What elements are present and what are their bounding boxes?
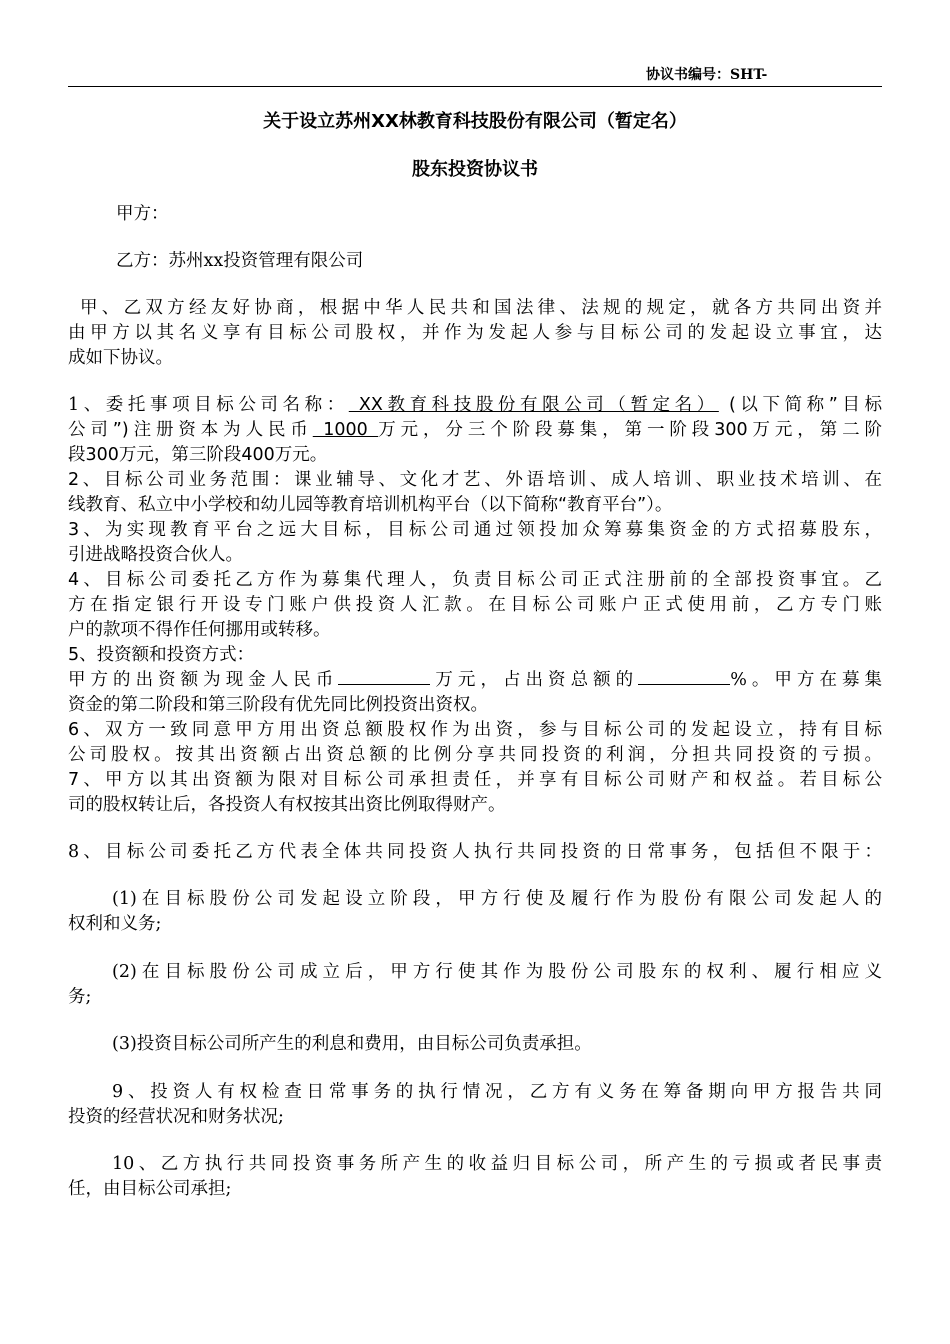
clause-7-line-1: 7、甲方以其出资额为限对目标公司承担责任，并享有目标公司财产和权益。若目标公 (68, 770, 882, 790)
clause-9-line-1: 9、投资人有权检查日常事务的执行情况，乙方有义务在筹备期向甲方报告共同 (112, 1082, 882, 1102)
clause-9-line-2: 投资的经营状况和财务状况; (68, 1107, 284, 1127)
clause-1-line-1 (68, 393, 882, 419)
intro-line-3: 成如下协议。 (68, 348, 173, 368)
clause-4-line-3: 户的款项不得作任何挪用或转移。 (68, 620, 331, 640)
clause-8-item-1-line-2: 权利和义务; (68, 914, 162, 934)
clause-5-text-b: 万元，占出资总额的 (430, 670, 639, 690)
clause-3-line-2: 引进战略投资合伙人。 (68, 545, 243, 565)
clause-1-prefix: 1、委托事项目标公司名称： (68, 395, 349, 415)
registered-capital: 1000 (312, 420, 379, 440)
clause-3-line-1: 3、为实现教育平台之远大目标，目标公司通过领投加众筹募集资金的方式招募股东， (68, 520, 882, 540)
clause-1-line-2-a: 公司”)注册资本为人民币 (68, 420, 313, 440)
clause-1-line-2-b: 万元，分三个阶段募集，第一阶段300万元，第二阶 (378, 420, 882, 440)
intro-line-1: 甲、乙双方经友好协商，根据中华人民共和国法律、法规的规定，就各方共同出资并 (80, 298, 882, 318)
clause-5-text-a: 甲方的出资额为现金人民币 (68, 670, 339, 690)
clause-4-line-2: 方在指定银行开设专门账户供投资人汇款。在目标公司账户正式使用前，乙方专门账 (68, 595, 882, 615)
clause-7-line-2: 司的股权转让后，各投资人有权按其出资比例取得财产。 (68, 795, 506, 815)
clause-1-suffix: (以下简称”目标 (718, 395, 882, 415)
investment-percent-blank[interactable] (638, 668, 730, 685)
clause-8-item-3: (3)投资目标公司所产生的利息和费用，由目标公司负责承担。 (112, 1034, 592, 1054)
investment-amount-blank[interactable] (338, 668, 430, 685)
clause-5-line-1 (68, 668, 882, 694)
clause-2-line-1: 2、目标公司业务范围：课业辅导、文化才艺、外语培训、成人培训、职业技术培训、在 (68, 470, 882, 490)
clause-5-text-c: %。甲方在募集 (730, 670, 882, 690)
header-rule (68, 86, 882, 87)
clause-8-item-2-line-1: (2)在目标股份公司成立后，甲方行使其作为股份公司股东的权利、履行相应义 (112, 962, 882, 982)
clause-6-line-2: 公司股权。按其出资额占出资总额的比例分享共同投资的利润，分担共同投资的亏损。 (68, 745, 882, 765)
clause-10-line-2: 任，由目标公司承担; (68, 1179, 232, 1199)
clause-8-item-2-line-2: 务; (68, 987, 92, 1007)
clause-5-heading: 5、投资额和投资方式： (68, 645, 255, 665)
clause-1-line-2 (68, 418, 882, 444)
clause-4-line-1: 4、目标公司委托乙方作为募集代理人，负责目标公司正式注册前的全部投资事宜。乙 (68, 570, 882, 590)
target-company-name: XX教育科技股份有限公司（暂定名） (348, 395, 719, 415)
clause-6-line-1: 6、双方一致同意甲方用出资总额股权作为出资，参与目标公司的发起设立，持有目标 (68, 720, 882, 740)
intro-line-2: 由甲方以其名义享有目标公司股权，并作为发起人参与目标公司的发起设立事宜，达 (68, 323, 882, 343)
title-line-1: 关于设立苏州XX林教育科技股份有限公司（暂定名） (263, 111, 687, 132)
clause-8-item-1-line-1: (1)在目标股份公司发起设立阶段，甲方行使及履行作为股份有限公司发起人的 (112, 889, 882, 909)
clause-5-line-2: 资金的第二阶段和第三阶段有优先同比例投资出资权。 (68, 695, 488, 715)
agreement-number: 协议书编号：SHT- (646, 67, 768, 83)
clause-8-heading: 8、目标公司委托乙方代表全体共同投资人执行共同投资的日常事务，包括但不限于： (68, 842, 882, 862)
clause-2-line-2: 线教育、私立中小学校和幼儿园等教育培训机构平台（以下简称“教育平台”）。 (68, 495, 673, 515)
party-b: 乙方：苏州xx投资管理有限公司 (116, 251, 364, 271)
title-line-2: 股东投资协议书 (412, 159, 538, 180)
clause-1-line-3: 段300万元，第三阶段400万元。 (68, 445, 328, 465)
clause-10-line-1: 10、乙方执行共同投资事务所产生的收益归目标公司，所产生的亏损或者民事责 (112, 1154, 882, 1174)
party-a: 甲方： (116, 204, 169, 224)
